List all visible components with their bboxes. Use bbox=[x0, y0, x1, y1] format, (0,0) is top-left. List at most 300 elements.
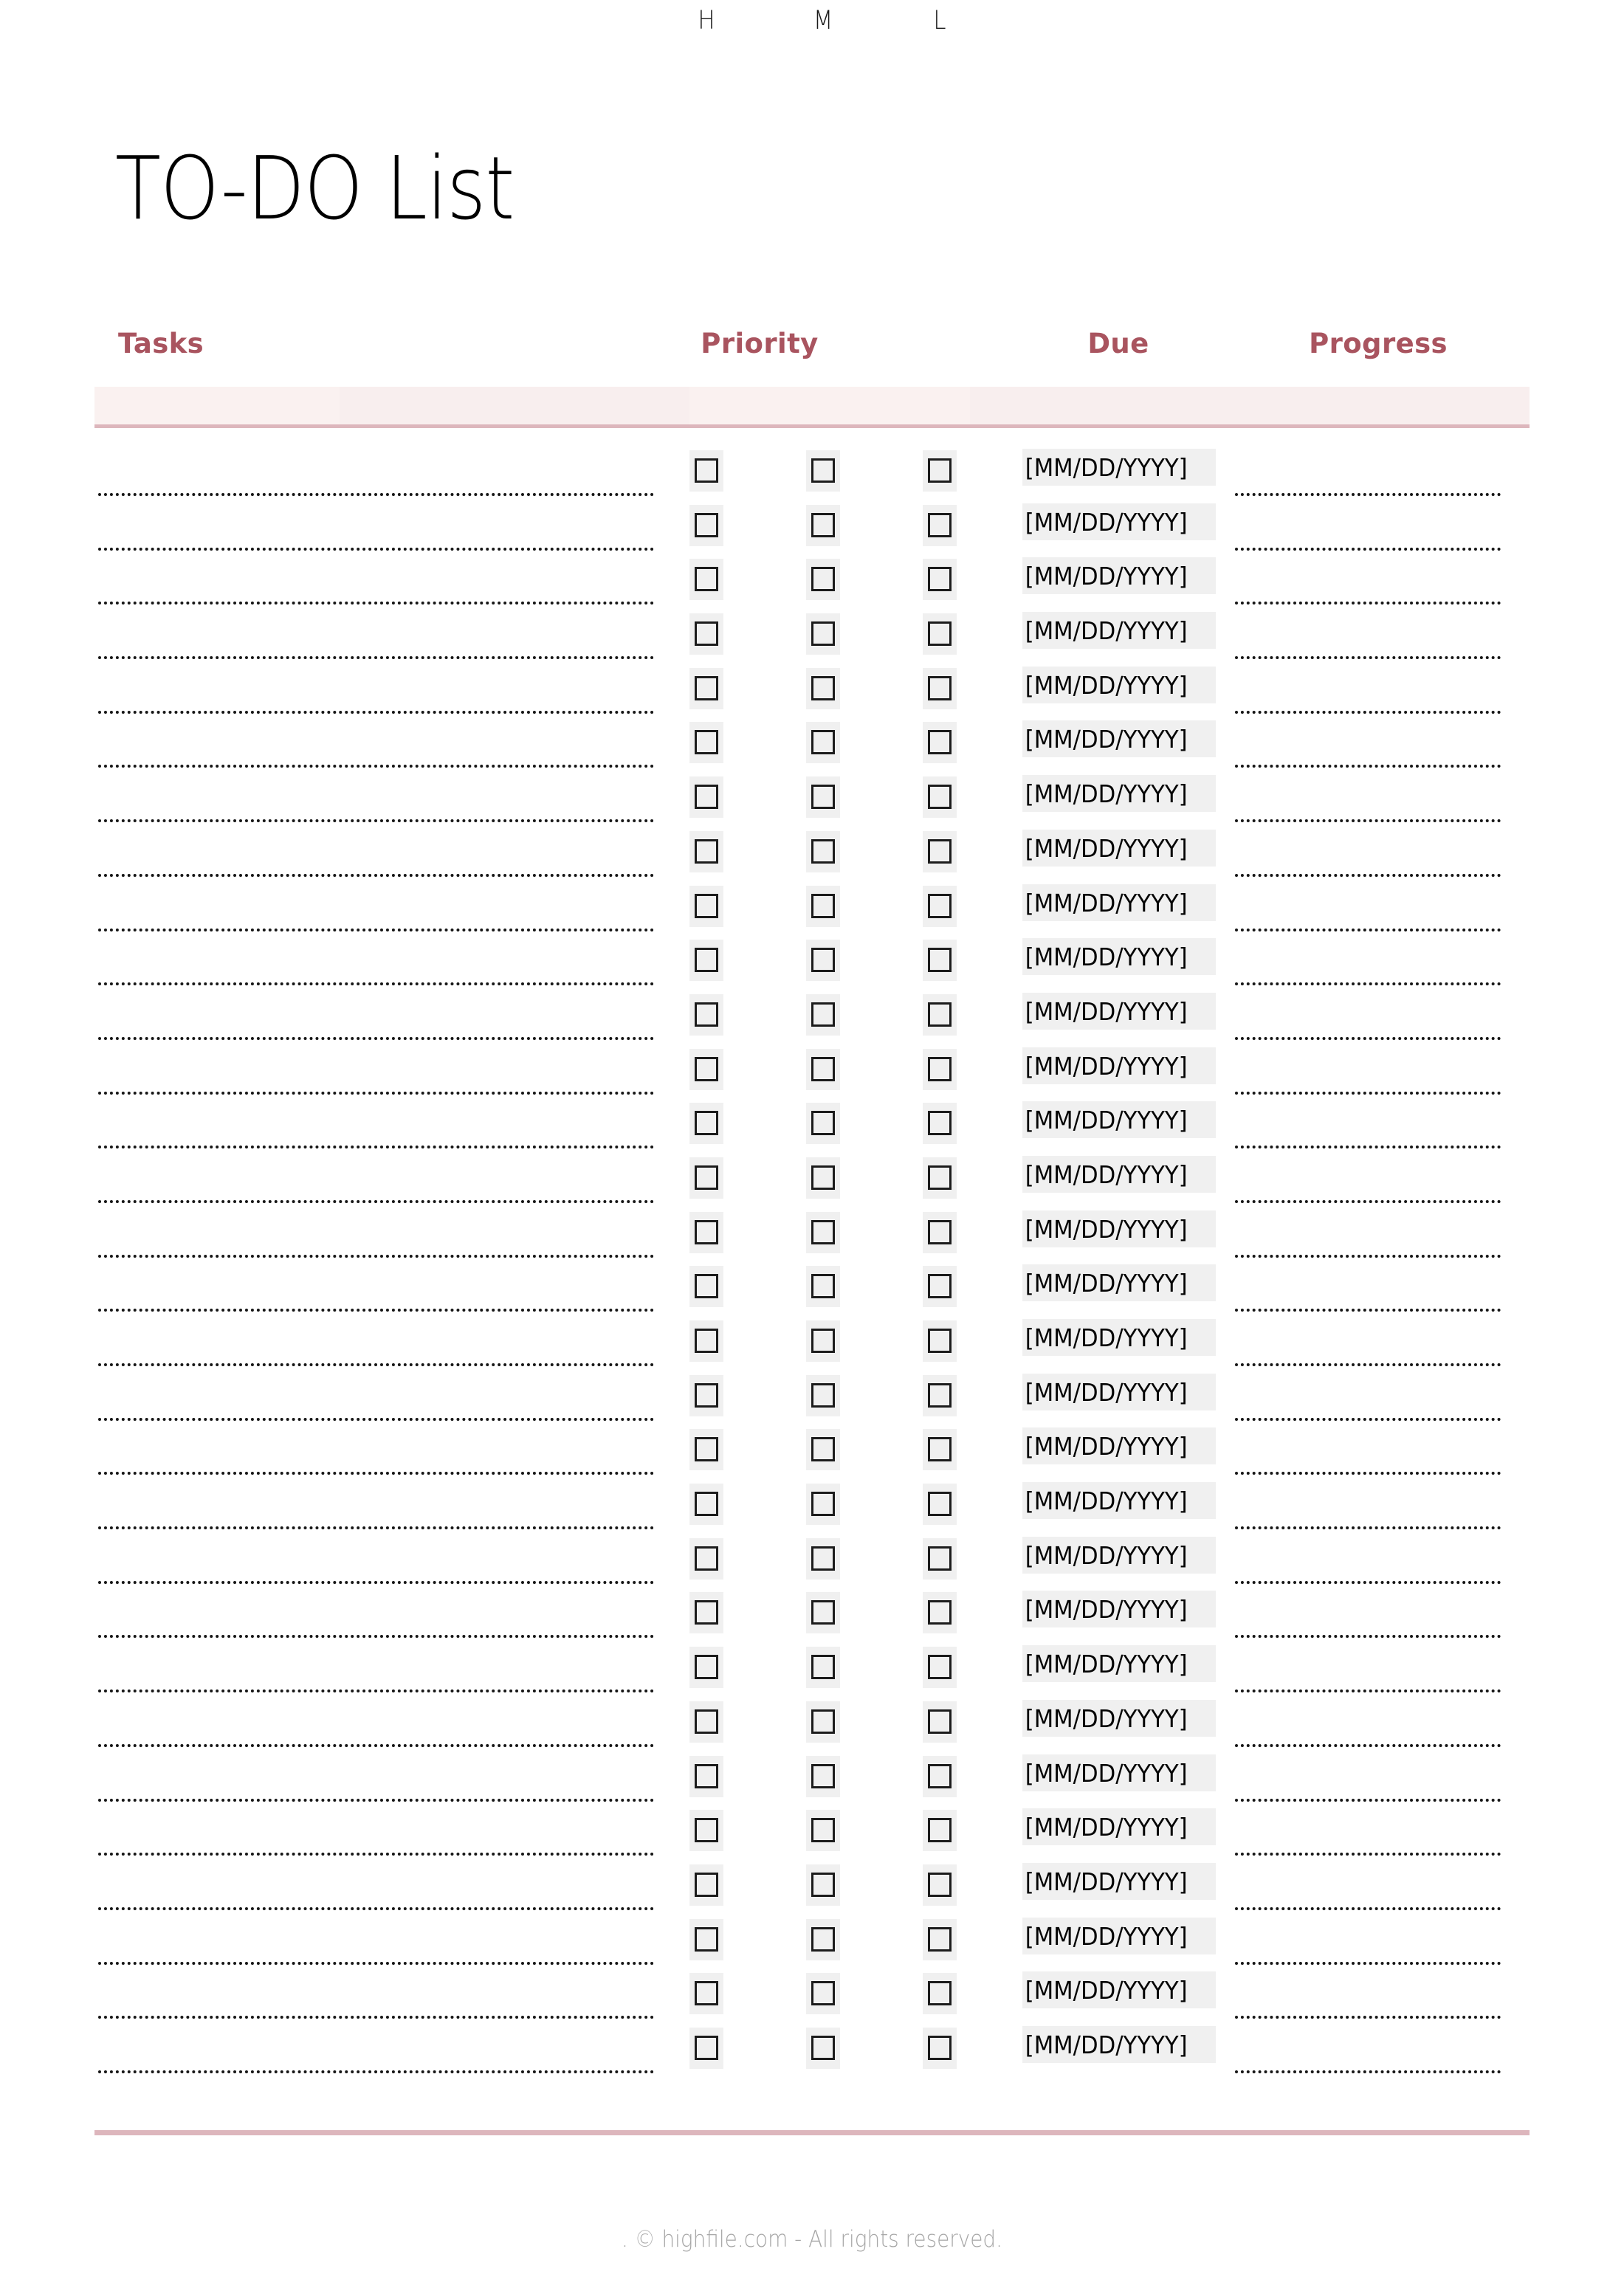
column-header-tasks: Tasks bbox=[118, 328, 204, 359]
due-date-value: [MM/DD/YYYY] bbox=[1025, 1649, 1188, 1678]
progress-input-line[interactable] bbox=[1235, 874, 1501, 877]
priority-checkbox-medium[interactable] bbox=[806, 1647, 840, 1688]
progress-input-line[interactable] bbox=[1235, 493, 1501, 496]
checkbox-icon bbox=[811, 1600, 835, 1625]
priority-checkbox-high[interactable] bbox=[689, 505, 723, 546]
checkbox-icon bbox=[695, 1546, 718, 1571]
priority-checkbox-medium[interactable] bbox=[806, 1157, 840, 1199]
task-input-line[interactable] bbox=[98, 1472, 654, 1475]
priority-checkbox-medium[interactable] bbox=[806, 559, 840, 600]
table-row bbox=[0, 1857, 1624, 1912]
checkbox-icon bbox=[811, 785, 835, 809]
priority-checkbox-high[interactable] bbox=[689, 1320, 723, 1362]
priority-checkbox-low[interactable] bbox=[923, 505, 957, 546]
checkbox-icon bbox=[695, 948, 718, 972]
due-date-field[interactable] bbox=[1022, 1427, 1216, 1464]
table-row bbox=[0, 1041, 1624, 1097]
checkbox-icon bbox=[928, 1002, 952, 1027]
task-input-line[interactable] bbox=[98, 1853, 654, 1856]
priority-checkbox-high[interactable] bbox=[689, 450, 723, 492]
due-date-field[interactable] bbox=[1022, 993, 1216, 1030]
task-input-line[interactable] bbox=[98, 1690, 654, 1692]
checkbox-icon bbox=[695, 1111, 718, 1135]
checkbox-icon bbox=[811, 1981, 835, 2005]
table-row bbox=[0, 769, 1624, 824]
priority-checkbox-high[interactable] bbox=[689, 1538, 723, 1580]
checkbox-icon bbox=[811, 513, 835, 537]
progress-input-line[interactable] bbox=[1235, 2016, 1501, 2019]
checkbox-icon bbox=[928, 1709, 952, 1734]
progress-input-line[interactable] bbox=[1235, 1092, 1501, 1095]
checkbox-icon bbox=[695, 1329, 718, 1353]
priority-checkbox-high[interactable] bbox=[689, 1864, 723, 1906]
priority-checkbox-high[interactable] bbox=[689, 994, 723, 1036]
priority-checkbox-low[interactable] bbox=[923, 1592, 957, 1633]
checkbox-icon bbox=[928, 1220, 952, 1244]
due-date-field[interactable] bbox=[1022, 1482, 1216, 1519]
checkbox-icon bbox=[695, 1002, 718, 1027]
due-date-field[interactable] bbox=[1022, 1645, 1216, 1682]
checkbox-icon bbox=[928, 785, 952, 809]
checkbox-icon bbox=[928, 1111, 952, 1135]
priority-checkbox-low[interactable] bbox=[923, 1701, 957, 1743]
checkbox-icon bbox=[695, 1437, 718, 1461]
checkbox-icon bbox=[695, 1981, 718, 2005]
priority-checkbox-low[interactable] bbox=[923, 1266, 957, 1307]
priority-checkbox-medium[interactable] bbox=[806, 940, 840, 981]
priority-checkbox-low[interactable] bbox=[923, 1157, 957, 1199]
checkbox-icon bbox=[811, 1492, 835, 1516]
priority-checkbox-medium[interactable] bbox=[806, 1592, 840, 1633]
priority-checkbox-low[interactable] bbox=[923, 1429, 957, 1470]
checkbox-icon bbox=[811, 676, 835, 700]
due-date-value: [MM/DD/YYYY] bbox=[1025, 1594, 1188, 1624]
task-input-line[interactable] bbox=[98, 819, 654, 822]
checkbox-icon bbox=[811, 458, 835, 483]
priority-checkbox-medium[interactable] bbox=[806, 1756, 840, 1797]
priority-checkbox-medium[interactable] bbox=[806, 613, 840, 655]
task-input-line[interactable] bbox=[98, 874, 654, 877]
due-date-value: [MM/DD/YYYY] bbox=[1025, 1377, 1188, 1407]
progress-input-line[interactable] bbox=[1235, 1853, 1501, 1856]
checkbox-icon bbox=[811, 1818, 835, 1842]
table-row bbox=[0, 1422, 1624, 1477]
task-input-line[interactable] bbox=[98, 711, 654, 714]
checkbox-icon bbox=[928, 458, 952, 483]
table-row bbox=[0, 1313, 1624, 1368]
priority-checkbox-medium[interactable] bbox=[806, 994, 840, 1036]
progress-input-line[interactable] bbox=[1235, 1690, 1501, 1692]
checkbox-icon bbox=[811, 2036, 835, 2060]
progress-input-line[interactable] bbox=[1235, 1255, 1501, 1258]
table-row bbox=[0, 1802, 1624, 1858]
due-date-field[interactable] bbox=[1022, 775, 1216, 812]
priority-checkbox-low[interactable] bbox=[923, 1049, 957, 1090]
table-row bbox=[0, 2020, 1624, 2076]
priority-checkbox-high[interactable] bbox=[689, 1266, 723, 1307]
priority-checkbox-high[interactable] bbox=[689, 1647, 723, 1688]
due-date-value: [MM/DD/YYYY] bbox=[1025, 507, 1188, 537]
checkbox-icon bbox=[695, 894, 718, 918]
due-date-field[interactable] bbox=[1022, 1700, 1216, 1737]
task-input-line[interactable] bbox=[98, 1962, 654, 1965]
priority-checkbox-low[interactable] bbox=[923, 940, 957, 981]
due-date-field[interactable] bbox=[1022, 2026, 1216, 2063]
priority-checkbox-medium[interactable] bbox=[806, 1266, 840, 1307]
due-date-value: [MM/DD/YYYY] bbox=[1025, 1160, 1188, 1189]
priority-checkbox-high[interactable] bbox=[689, 559, 723, 600]
priority-checkbox-high[interactable] bbox=[689, 1756, 723, 1797]
due-date-value: [MM/DD/YYYY] bbox=[1025, 1105, 1188, 1134]
task-input-line[interactable] bbox=[98, 1744, 654, 1747]
priority-checkbox-medium[interactable] bbox=[806, 1538, 840, 1580]
priority-checkbox-low[interactable] bbox=[923, 1484, 957, 1525]
task-input-line[interactable] bbox=[98, 1418, 654, 1421]
task-input-line[interactable] bbox=[98, 1526, 654, 1529]
table-row bbox=[0, 932, 1624, 988]
priority-checkbox-high[interactable] bbox=[689, 1157, 723, 1199]
due-date-value: [MM/DD/YYYY] bbox=[1025, 616, 1188, 645]
priority-checkbox-low[interactable] bbox=[923, 668, 957, 709]
priority-checkbox-low[interactable] bbox=[923, 1810, 957, 1851]
due-date-value: [MM/DD/YYYY] bbox=[1025, 833, 1188, 863]
priority-checkbox-medium[interactable] bbox=[806, 1864, 840, 1906]
priority-checkbox-low[interactable] bbox=[923, 1919, 957, 1960]
priority-checkbox-medium[interactable] bbox=[806, 776, 840, 818]
priority-checkbox-medium[interactable] bbox=[806, 1320, 840, 1362]
priority-checkbox-high[interactable] bbox=[689, 831, 723, 872]
priority-checkbox-high[interactable] bbox=[689, 2028, 723, 2069]
table-row bbox=[0, 714, 1624, 770]
priority-checkbox-low[interactable] bbox=[923, 2028, 957, 2069]
checkbox-icon bbox=[928, 730, 952, 754]
checkbox-icon bbox=[928, 948, 952, 972]
task-input-line[interactable] bbox=[98, 765, 654, 768]
due-date-value: [MM/DD/YYYY] bbox=[1025, 1323, 1188, 1352]
task-input-line[interactable] bbox=[98, 602, 654, 604]
progress-input-line[interactable] bbox=[1235, 982, 1501, 985]
progress-input-line[interactable] bbox=[1235, 548, 1501, 551]
table-row bbox=[0, 1639, 1624, 1695]
checkbox-icon bbox=[811, 894, 835, 918]
checkbox-icon bbox=[811, 1274, 835, 1298]
checkbox-icon bbox=[928, 1383, 952, 1408]
task-input-line[interactable] bbox=[98, 1907, 654, 1910]
due-date-value: [MM/DD/YYYY] bbox=[1025, 1975, 1188, 2005]
checkbox-icon bbox=[928, 676, 952, 700]
due-date-field[interactable] bbox=[1022, 1047, 1216, 1084]
due-date-value: [MM/DD/YYYY] bbox=[1025, 996, 1188, 1026]
progress-input-line[interactable] bbox=[1235, 711, 1501, 714]
due-date-field[interactable] bbox=[1022, 1210, 1216, 1247]
checkbox-icon bbox=[928, 1057, 952, 1081]
priority-checkbox-medium[interactable] bbox=[806, 1484, 840, 1525]
checkbox-icon bbox=[811, 621, 835, 646]
due-date-value: [MM/DD/YYYY] bbox=[1025, 561, 1188, 590]
progress-input-line[interactable] bbox=[1235, 819, 1501, 822]
due-date-field[interactable] bbox=[1022, 1156, 1216, 1193]
subheader-label-medium: M bbox=[813, 6, 833, 35]
priority-checkbox-low[interactable] bbox=[923, 1320, 957, 1362]
task-input-line[interactable] bbox=[98, 1255, 654, 1258]
due-date-field[interactable] bbox=[1022, 884, 1216, 921]
checkbox-icon bbox=[928, 1437, 952, 1461]
due-date-field[interactable] bbox=[1022, 1754, 1216, 1791]
subheader-label-high: H bbox=[698, 6, 715, 35]
checkbox-icon bbox=[695, 1057, 718, 1081]
checkbox-icon bbox=[928, 1492, 952, 1516]
task-input-line[interactable] bbox=[98, 493, 654, 496]
progress-input-line[interactable] bbox=[1235, 1309, 1501, 1312]
priority-checkbox-medium[interactable] bbox=[806, 1429, 840, 1470]
checkbox-icon bbox=[811, 948, 835, 972]
task-input-line[interactable] bbox=[98, 1581, 654, 1584]
checkbox-icon bbox=[811, 1165, 835, 1190]
checkbox-icon bbox=[695, 1873, 718, 1897]
priority-checkbox-low[interactable] bbox=[923, 613, 957, 655]
priority-checkbox-low[interactable] bbox=[923, 886, 957, 927]
due-date-field[interactable] bbox=[1022, 666, 1216, 703]
priority-checkbox-medium[interactable] bbox=[806, 886, 840, 927]
table-bottom-divider bbox=[94, 2130, 1530, 2135]
checkbox-icon bbox=[695, 730, 718, 754]
task-input-line[interactable] bbox=[98, 548, 654, 551]
checkbox-icon bbox=[695, 513, 718, 537]
priority-checkbox-medium[interactable] bbox=[806, 505, 840, 546]
task-input-line[interactable] bbox=[98, 1799, 654, 1802]
priority-checkbox-high[interactable] bbox=[689, 1212, 723, 1253]
priority-checkbox-medium[interactable] bbox=[806, 722, 840, 763]
checkbox-icon bbox=[695, 1274, 718, 1298]
progress-input-line[interactable] bbox=[1235, 1200, 1501, 1203]
priority-checkbox-medium[interactable] bbox=[806, 2028, 840, 2069]
due-date-value: [MM/DD/YYYY] bbox=[1025, 1051, 1188, 1081]
table-row bbox=[0, 1966, 1624, 2021]
priority-checkbox-high[interactable] bbox=[689, 940, 723, 981]
checkbox-icon bbox=[811, 567, 835, 591]
due-date-field[interactable] bbox=[1022, 1264, 1216, 1301]
priority-checkbox-high[interactable] bbox=[689, 1592, 723, 1633]
checkbox-icon bbox=[928, 1600, 952, 1625]
priority-checkbox-high[interactable] bbox=[689, 722, 723, 763]
checkbox-icon bbox=[928, 1764, 952, 1788]
progress-input-line[interactable] bbox=[1235, 1472, 1501, 1475]
checkbox-icon bbox=[695, 1764, 718, 1788]
due-date-field[interactable] bbox=[1022, 830, 1216, 867]
priority-checkbox-medium[interactable] bbox=[806, 450, 840, 492]
progress-input-line[interactable] bbox=[1235, 929, 1501, 931]
priority-checkbox-medium[interactable] bbox=[806, 1701, 840, 1743]
progress-input-line[interactable] bbox=[1235, 1146, 1501, 1148]
progress-input-line[interactable] bbox=[1235, 1581, 1501, 1584]
priority-checkbox-low[interactable] bbox=[923, 1538, 957, 1580]
progress-input-line[interactable] bbox=[1235, 656, 1501, 659]
checkbox-icon bbox=[811, 1873, 835, 1897]
checkbox-icon bbox=[928, 1818, 952, 1842]
due-date-field[interactable] bbox=[1022, 1918, 1216, 1954]
priority-checkbox-low[interactable] bbox=[923, 559, 957, 600]
table-row bbox=[0, 1476, 1624, 1532]
priority-checkbox-low[interactable] bbox=[923, 1103, 957, 1144]
checkbox-icon bbox=[695, 1655, 718, 1679]
priority-checkbox-high[interactable] bbox=[689, 1375, 723, 1416]
due-date-field[interactable] bbox=[1022, 1808, 1216, 1845]
checkbox-icon bbox=[928, 567, 952, 591]
priority-checkbox-medium[interactable] bbox=[806, 1810, 840, 1851]
checkbox-icon bbox=[695, 1220, 718, 1244]
page-title: TO-DO List bbox=[115, 137, 515, 239]
table-row bbox=[0, 1205, 1624, 1260]
due-date-field[interactable] bbox=[1022, 1863, 1216, 1900]
progress-input-line[interactable] bbox=[1235, 1907, 1501, 1910]
task-input-line[interactable] bbox=[98, 2016, 654, 2019]
priority-checkbox-medium[interactable] bbox=[806, 1103, 840, 1144]
task-input-line[interactable] bbox=[98, 1309, 654, 1312]
due-date-field[interactable] bbox=[1022, 720, 1216, 757]
priority-checkbox-medium[interactable] bbox=[806, 1212, 840, 1253]
task-input-line[interactable] bbox=[98, 1037, 654, 1040]
progress-input-line[interactable] bbox=[1235, 1962, 1501, 1965]
priority-checkbox-high[interactable] bbox=[689, 1701, 723, 1743]
priority-checkbox-low[interactable] bbox=[923, 1212, 957, 1253]
checkbox-icon bbox=[928, 1927, 952, 1952]
priority-checkbox-low[interactable] bbox=[923, 722, 957, 763]
priority-checkbox-high[interactable] bbox=[689, 1049, 723, 1090]
due-date-field[interactable] bbox=[1022, 612, 1216, 649]
priority-checkbox-medium[interactable] bbox=[806, 1049, 840, 1090]
table-row bbox=[0, 824, 1624, 879]
progress-input-line[interactable] bbox=[1235, 2070, 1501, 2073]
checkbox-icon bbox=[695, 1600, 718, 1625]
table-row bbox=[0, 1368, 1624, 1423]
due-date-value: [MM/DD/YYYY] bbox=[1025, 1812, 1188, 1842]
checkbox-icon bbox=[811, 1220, 835, 1244]
due-date-value: [MM/DD/YYYY] bbox=[1025, 1431, 1188, 1461]
priority-checkbox-low[interactable] bbox=[923, 776, 957, 818]
priority-checkbox-high[interactable] bbox=[689, 1484, 723, 1525]
table-row bbox=[0, 1531, 1624, 1586]
checkbox-icon bbox=[695, 1383, 718, 1408]
task-input-line[interactable] bbox=[98, 1363, 654, 1366]
due-date-value: [MM/DD/YYYY] bbox=[1025, 724, 1188, 754]
due-date-value: [MM/DD/YYYY] bbox=[1025, 942, 1188, 971]
priority-checkbox-low[interactable] bbox=[923, 450, 957, 492]
checkbox-icon bbox=[811, 1927, 835, 1952]
progress-input-line[interactable] bbox=[1235, 602, 1501, 604]
task-input-line[interactable] bbox=[98, 656, 654, 659]
due-date-field[interactable] bbox=[1022, 503, 1216, 540]
task-input-line[interactable] bbox=[98, 1635, 654, 1638]
progress-input-line[interactable] bbox=[1235, 1418, 1501, 1421]
task-input-line[interactable] bbox=[98, 2070, 654, 2073]
priority-checkbox-low[interactable] bbox=[923, 1864, 957, 1906]
checkbox-icon bbox=[928, 1655, 952, 1679]
priority-checkbox-low[interactable] bbox=[923, 1973, 957, 2014]
priority-checkbox-medium[interactable] bbox=[806, 1375, 840, 1416]
task-input-line[interactable] bbox=[98, 1200, 654, 1203]
checkbox-icon bbox=[695, 785, 718, 809]
priority-checkbox-medium[interactable] bbox=[806, 831, 840, 872]
due-date-field[interactable] bbox=[1022, 1591, 1216, 1628]
progress-input-line[interactable] bbox=[1235, 765, 1501, 768]
progress-input-line[interactable] bbox=[1235, 1744, 1501, 1747]
progress-input-line[interactable] bbox=[1235, 1037, 1501, 1040]
priority-checkbox-high[interactable] bbox=[689, 1429, 723, 1470]
priority-checkbox-low[interactable] bbox=[923, 1647, 957, 1688]
due-date-field[interactable] bbox=[1022, 938, 1216, 975]
checkbox-icon bbox=[811, 1111, 835, 1135]
checkbox-icon bbox=[928, 1873, 952, 1897]
priority-checkbox-low[interactable] bbox=[923, 1375, 957, 1416]
checkbox-icon bbox=[811, 1546, 835, 1571]
progress-input-line[interactable] bbox=[1235, 1799, 1501, 1802]
column-header-priority: Priority bbox=[701, 328, 819, 359]
priority-checkbox-medium[interactable] bbox=[806, 668, 840, 709]
checkbox-icon bbox=[811, 1329, 835, 1353]
due-date-field[interactable] bbox=[1022, 1537, 1216, 1574]
table-row bbox=[0, 1258, 1624, 1314]
priority-checkbox-medium[interactable] bbox=[806, 1973, 840, 2014]
progress-input-line[interactable] bbox=[1235, 1363, 1501, 1366]
table-row bbox=[0, 1912, 1624, 1967]
priority-checkbox-high[interactable] bbox=[689, 613, 723, 655]
task-input-line[interactable] bbox=[98, 929, 654, 931]
task-input-line[interactable] bbox=[98, 1146, 654, 1148]
priority-checkbox-medium[interactable] bbox=[806, 1919, 840, 1960]
due-date-value: [MM/DD/YYYY] bbox=[1025, 779, 1188, 808]
task-input-line[interactable] bbox=[98, 982, 654, 985]
priority-checkbox-high[interactable] bbox=[689, 776, 723, 818]
priority-checkbox-low[interactable] bbox=[923, 994, 957, 1036]
progress-input-line[interactable] bbox=[1235, 1635, 1501, 1638]
priority-checkbox-low[interactable] bbox=[923, 1756, 957, 1797]
priority-checkbox-high[interactable] bbox=[689, 668, 723, 709]
due-date-field[interactable] bbox=[1022, 449, 1216, 486]
checkbox-icon bbox=[695, 1818, 718, 1842]
priority-checkbox-high[interactable] bbox=[689, 1810, 723, 1851]
checkbox-icon bbox=[928, 621, 952, 646]
table-row bbox=[0, 1694, 1624, 1749]
due-date-value: [MM/DD/YYYY] bbox=[1025, 1867, 1188, 1896]
due-date-field[interactable] bbox=[1022, 1319, 1216, 1356]
task-input-line[interactable] bbox=[98, 1092, 654, 1095]
due-date-field[interactable] bbox=[1022, 557, 1216, 594]
due-date-field[interactable] bbox=[1022, 1971, 1216, 2008]
checkbox-icon bbox=[928, 2036, 952, 2060]
table-row bbox=[0, 606, 1624, 661]
priority-checkbox-high[interactable] bbox=[689, 1919, 723, 1960]
priority-checkbox-high[interactable] bbox=[689, 1973, 723, 2014]
table-row bbox=[0, 1585, 1624, 1640]
checkbox-icon bbox=[695, 839, 718, 864]
due-date-field[interactable] bbox=[1022, 1374, 1216, 1410]
progress-input-line[interactable] bbox=[1235, 1526, 1501, 1529]
checkbox-icon bbox=[811, 1002, 835, 1027]
due-date-field[interactable] bbox=[1022, 1101, 1216, 1138]
checkbox-icon bbox=[695, 1165, 718, 1190]
due-date-value: [MM/DD/YYYY] bbox=[1025, 1921, 1188, 1951]
due-date-value: [MM/DD/YYYY] bbox=[1025, 1486, 1188, 1515]
table-row bbox=[0, 878, 1624, 934]
checkbox-icon bbox=[695, 458, 718, 483]
due-date-value: [MM/DD/YYYY] bbox=[1025, 1268, 1188, 1298]
due-date-value: [MM/DD/YYYY] bbox=[1025, 2030, 1188, 2059]
priority-checkbox-low[interactable] bbox=[923, 831, 957, 872]
priority-checkbox-high[interactable] bbox=[689, 1103, 723, 1144]
checkbox-icon bbox=[928, 839, 952, 864]
priority-checkbox-high[interactable] bbox=[689, 886, 723, 927]
checkbox-icon bbox=[695, 676, 718, 700]
